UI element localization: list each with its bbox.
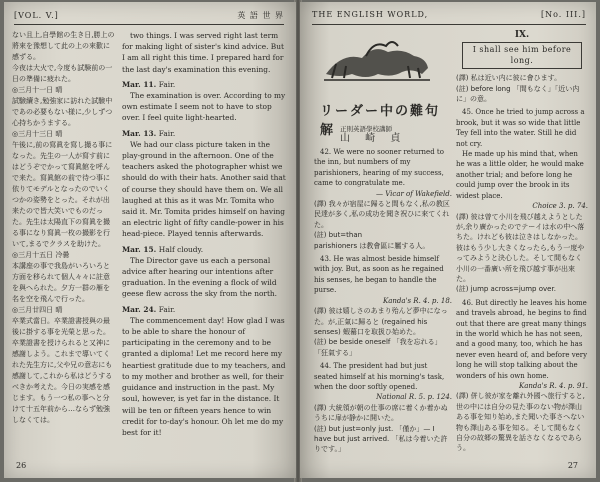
left-page-number: 26 bbox=[16, 461, 27, 470]
diary-jp-paragraph: ◎三月十一日 晴 bbox=[12, 86, 63, 94]
right-head-rule bbox=[312, 24, 586, 25]
diary-jp-paragraph: ◎三月十三日 晴 bbox=[12, 130, 63, 138]
diary-entry-date: Mar. 13. bbox=[122, 128, 159, 138]
diary-en-paragraph: The commencement day! How glad I was to be able to share the honour of participating in the ceremony and to be granted a diploma! Let me record here my heartiest gratitude due to my teachers, and to my mother and brother as well, for their guidance and instruction in the past. My soul, however, is yet far in the distance. It will be ten or fifteen years hence to win credit for to-day's honour. Oh let me do my best for it! bbox=[122, 315, 286, 437]
diary-entry-date: Mar. 11. bbox=[122, 79, 159, 89]
translation-note: (註) be beside oneself 「我を忘れる」「狂氣する」 bbox=[314, 338, 442, 357]
source-citation: Choice 3. p. 74. bbox=[532, 202, 588, 211]
numbered-phrase: 43. He was almost beside himself with joy. But, as soon as he regained his senses, he began to handle the purse. bbox=[314, 255, 444, 295]
diary-en-paragraph: two things. I was served right last term for making light of sister's kind advice. But I am all right this time. I prepared hard for the last day's examination this evening. bbox=[122, 31, 284, 74]
diary-jp-paragraph: 試驗續き,勉強家に訪れた試驗中であの必要もない様に,少しずつ心持ちかうまする。 bbox=[12, 97, 113, 127]
diary-en-paragraph: The Director gave us each a personal advice after hearing our intentions after graduation. In the evening a flock of wild geese flew across the sky from the north. bbox=[122, 255, 278, 299]
diary-entry-weather: Fair. bbox=[158, 304, 176, 314]
numbered-phrase: 44. The president had but just seated himself at his morning's task, when the door softly opened. bbox=[314, 362, 445, 391]
right-page-number: 27 bbox=[567, 461, 578, 470]
magazine-title-en: THE ENGLISH WORLD, bbox=[312, 10, 429, 19]
numbered-phrase: 45. Once he tried to jump across a brook, but it was so wide that little Tey fell into the water. Still he did not cry. bbox=[456, 108, 585, 148]
volume-label: [VOL. V.] bbox=[14, 11, 59, 20]
left-page bbox=[4, 2, 296, 478]
diary-jp-paragraph: 本講座の事で我島がいろいろと方面を移られて個人々々に註意を與へられた。夕方一群の雁を名を空を飛んで行った。 bbox=[12, 262, 110, 303]
translation-note: parishioners は教會區に屬する人。 bbox=[314, 241, 430, 250]
author-affiliation: 正則英語學校講師 bbox=[340, 125, 392, 133]
lion-emblem-icon bbox=[322, 34, 432, 84]
author-name: 山 崎 貞 bbox=[340, 133, 407, 144]
translation-note: (註) but just=only just. 「僅か」— I have but just arrived. 「私は今着いた許りです。」 bbox=[314, 424, 448, 454]
source-citation: National R. 5. p. 124. bbox=[376, 393, 452, 402]
article-title: リーダー中の難句解 bbox=[320, 104, 441, 138]
translation-note: (譯) 我々が宿屋に歸ると間もなく,私の教区民達が多く,私の成功を聞き祝ひに來てくれた。 bbox=[314, 200, 450, 229]
left-running-head bbox=[14, 10, 284, 21]
diary-entry-weather: Fair. bbox=[158, 128, 176, 138]
translation-note: (譯) 彼は曾て小川を飛び越えようとしたが,余り廣かったのでテーイは水の中へ落ちた。けれども彼は泣きはしなかった。彼はもう少し大きくなったら,もう一度やってみようと決心した。そして間もなく小川の一番廣い所を飛び越す事が出來た。 bbox=[456, 212, 585, 283]
diary-en-paragraph: The examination is over. According to my own estimate I seem not to have to stop over. I feel quite light-hearted. bbox=[122, 91, 286, 123]
source-citation: Kanda's R. 4. p. 91. bbox=[519, 382, 588, 390]
diary-entry-weather: Half cloudy. bbox=[158, 244, 204, 254]
diary-entry-weather: Fair. bbox=[158, 79, 176, 89]
translation-note: (譯) 併し彼が家を離れ外國へ旅行すると,世の中には自分の見た事のない物が澤山ある事を知り始め,また聞いた事さへない物も澤山ある事を知る。そして間もなく自分の故郷の驚異を話さなくなるであらう。 bbox=[456, 392, 585, 453]
phrase-paragraph: He made up his mind that, when he was a little older, he would make another trial; and before long he could jump over the brook in its widest place. bbox=[456, 150, 584, 200]
diary-entry-date: Mar. 15. bbox=[122, 244, 159, 254]
numbered-phrase: 42. We were no sooner returned to the inn, but numbers of my parishioners, hearing of my success, came to congratulate me. bbox=[314, 148, 444, 188]
issue-number: [No. III.] bbox=[540, 10, 586, 19]
right-page bbox=[300, 2, 596, 478]
diary-jp-paragraph: ない且上,自學館の生き日,勝上の將來を豫想して此の上の來歡に感ずる。 bbox=[12, 31, 115, 61]
diary-entry-heading bbox=[122, 304, 288, 315]
diary-entry-heading bbox=[122, 79, 288, 90]
author-block bbox=[340, 124, 406, 144]
left-head-rule bbox=[14, 24, 284, 25]
diary-entry-date: Mar. 24. bbox=[122, 304, 159, 314]
diary-jp-paragraph: ◎三月十五日 冷曇 bbox=[12, 251, 70, 259]
translation-note: (註) but=than bbox=[314, 231, 363, 240]
translation-note: (譯) 大統領が朝の仕事の席に着くか着かぬうちに扉が静かに開いた。 bbox=[314, 403, 448, 423]
translation-note: (註) jump across=jump over. bbox=[456, 285, 556, 294]
diary-entry-heading bbox=[122, 128, 288, 139]
diary-jp-paragraph: 卒業式當日。卒業證書授與の最後に掛する事を光榮と思った。卒業證書を授けられると又神に感謝しよう。これまで導いてくれた先生方に,父や兄の意志にも感謝して,これから私はどうするべきか考えた。今日の実感を感じます。もう一つ私の事へと分けて十五年前から…ならず勉強しなくては。 bbox=[12, 317, 113, 424]
source-citation: — Vicar of Wakefield. bbox=[376, 189, 452, 198]
section-numeral: IX. bbox=[514, 30, 530, 40]
translation-note: (註) before long 「間もなく」「近い内に」の意。 bbox=[456, 84, 580, 104]
framed-example-sentence: I shall see him before long. bbox=[462, 42, 582, 69]
translation-note: (譯) 私は近い内に彼に會ひます。 bbox=[456, 74, 562, 83]
diary-entry-heading bbox=[122, 244, 288, 255]
diary-jp-paragraph: 午後に,前の寫眞を寫し撮る事になった。先生の一人が寫す前にはどうぞでかって寫眞館を呼んで来た。寫眞館の前で待つ事に依りてモデルとなったのでいくつかの姿勢をとった。それが出来たので皆大笑いでものだった。先生は太陽直下の寫眞を撮る事になり寫眞一枚の撮影を行いて,まるでクラスを助けた。 bbox=[12, 141, 113, 248]
magazine-title-jp: 英 語 世 界 bbox=[237, 11, 284, 20]
right-running-head bbox=[312, 10, 586, 19]
diary-en-column bbox=[122, 30, 288, 438]
numbered-phrase: 46. But directly he leaves his home and travels abroad, he begins to find out that there are great many things in the world which he has not seen, and a good many, too, which he has never even heard of, and before very long he will stop talking about the wonders of his own home. bbox=[456, 298, 588, 380]
source-citation: Kanda's R. 4. p. 18. bbox=[383, 296, 452, 305]
diary-jp-paragraph: ◎三月廿四日 晴 bbox=[12, 306, 63, 314]
phrase-column-b bbox=[456, 30, 588, 454]
diary-jp-column bbox=[12, 30, 116, 426]
diary-en-paragraph: We had our class picture taken in the play-ground in the afternoon. One of the teachers asked the photographer whist we should do with their hats. Another said that of course they should have them on. We all laughed at this as it was Mr. Tomita who said it. Mr. Tomita prides himself on having an electric light of fifty candle-power in his head-piece. Played tennis afterwards. bbox=[122, 139, 286, 239]
translation-note: (譯) 彼は嬉しさのあまり殆んど夢中になった。が,正氣に歸ると (regained his senses) 蝦蟇口を取扱ひ始めた。 bbox=[314, 307, 448, 336]
diary-jp-paragraph: 今夜は大火で,今度も試験前の一日の準備に疲れた。 bbox=[12, 64, 113, 83]
phrase-column-a bbox=[314, 144, 452, 455]
